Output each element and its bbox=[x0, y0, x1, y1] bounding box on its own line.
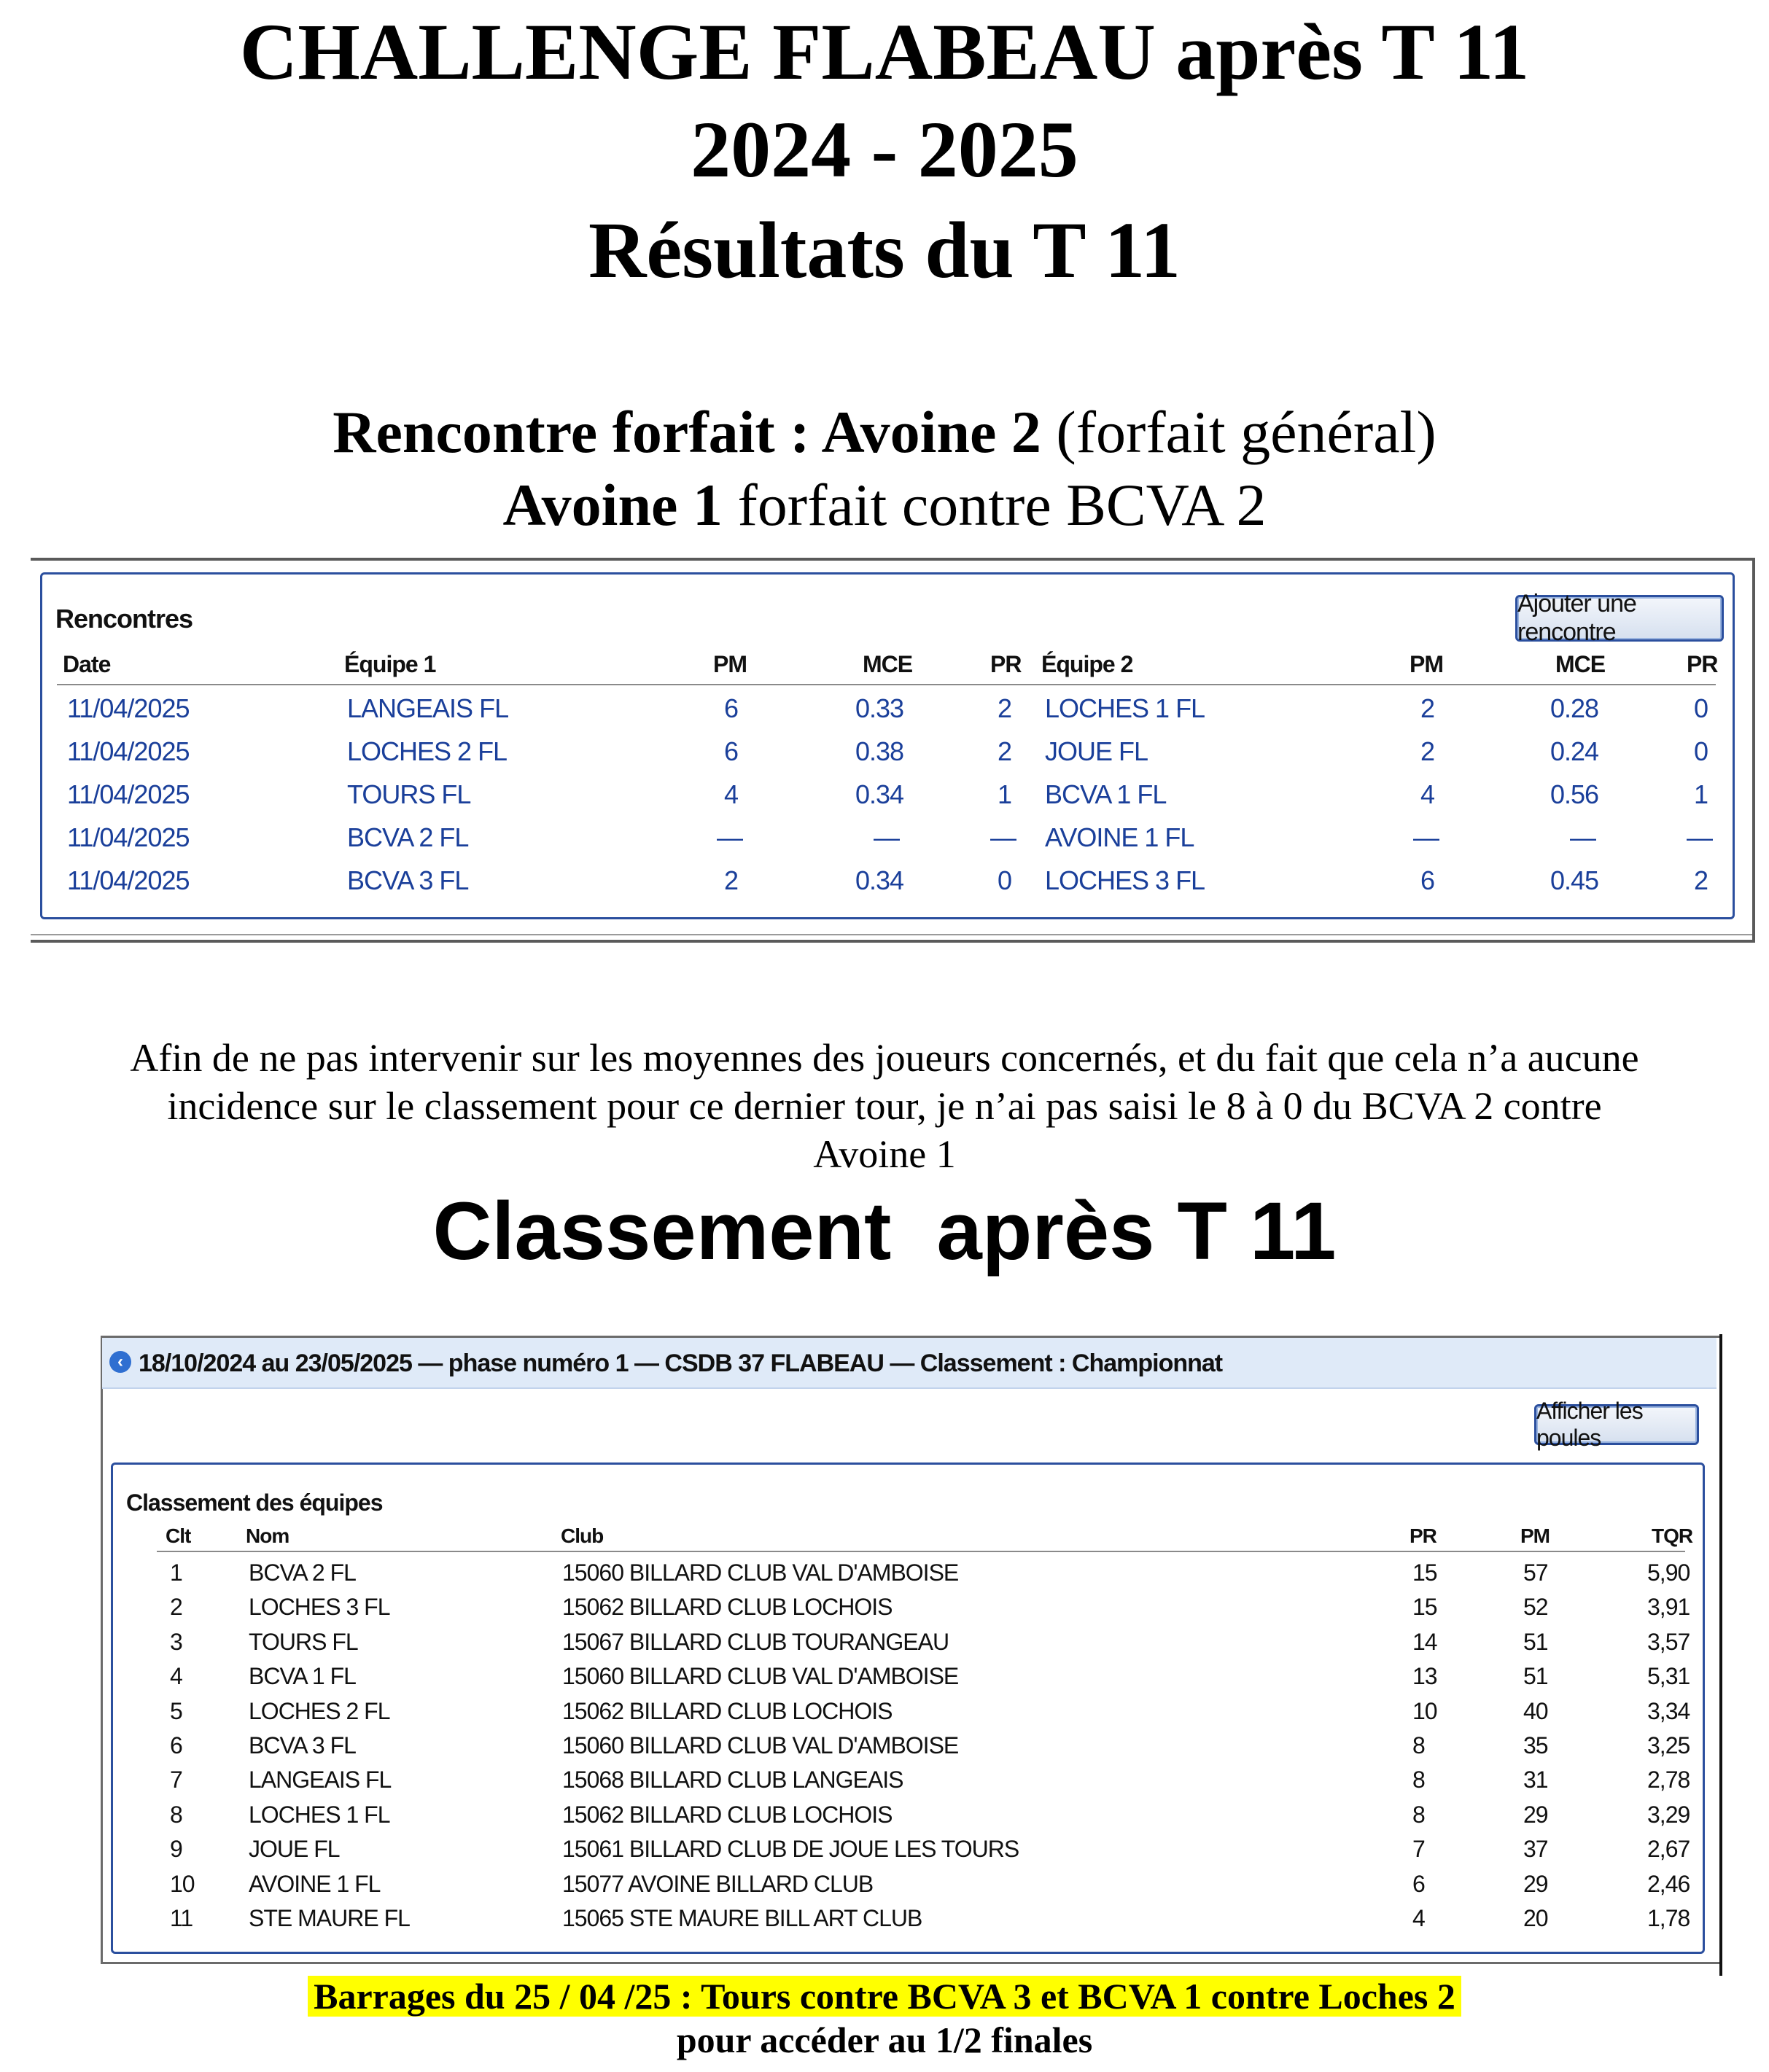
row-date[interactable]: 11/04/2025 bbox=[67, 693, 190, 723]
classement-header-divider bbox=[157, 1551, 1685, 1552]
row-equipe1[interactable]: LANGEAIS FL bbox=[347, 693, 509, 723]
barrage-line-1 bbox=[0, 1976, 1769, 2017]
row-tqr: 5,31 bbox=[1647, 1663, 1690, 1690]
row-mce1: 0.34 bbox=[855, 779, 904, 809]
row-club: 15062 BILLARD CLUB LOCHOIS bbox=[562, 1697, 893, 1724]
col-header-pr1: PR bbox=[990, 651, 1022, 677]
row-date[interactable]: 11/04/2025 bbox=[67, 865, 190, 895]
row-mce2: 0.24 bbox=[1550, 736, 1599, 766]
col-header-nom: Nom bbox=[246, 1524, 289, 1547]
col-header-equipe1: Équipe 1 bbox=[344, 651, 436, 677]
row-clt: 9 bbox=[170, 1836, 182, 1863]
col-header-club: Club bbox=[561, 1524, 604, 1547]
row-equipe2[interactable]: LOCHES 1 FL bbox=[1045, 693, 1205, 723]
row-equipe2[interactable]: BCVA 1 FL bbox=[1045, 779, 1167, 809]
col-header-tqr: TQR bbox=[1652, 1524, 1693, 1547]
row-pm: 51 bbox=[1523, 1663, 1548, 1690]
row-date[interactable]: 11/04/2025 bbox=[67, 779, 190, 809]
row-pm: 57 bbox=[1523, 1559, 1548, 1586]
classement-header-bar[interactable] bbox=[102, 1338, 1716, 1389]
row-pr1: 2 bbox=[998, 693, 1012, 723]
row-clt: 5 bbox=[170, 1697, 182, 1724]
row-mce2: 0.45 bbox=[1550, 865, 1599, 895]
barrage-line-2: pour accéder au 1/2 finales bbox=[676, 2020, 1093, 2060]
row-pm2: 2 bbox=[1420, 693, 1435, 723]
season-title: 2024 - 2025 bbox=[691, 105, 1078, 194]
row-clt: 7 bbox=[170, 1767, 182, 1793]
forfait-line-2 bbox=[0, 472, 1769, 538]
row-nom[interactable]: LOCHES 1 FL bbox=[249, 1801, 390, 1828]
row-pm1: 6 bbox=[724, 736, 739, 766]
row-pr: 7 bbox=[1412, 1836, 1425, 1863]
rencontres-title: Rencontres bbox=[55, 604, 193, 634]
row-tqr: 2,67 bbox=[1647, 1836, 1690, 1863]
row-mce2: 0.56 bbox=[1550, 779, 1599, 809]
row-equipe2[interactable]: LOCHES 3 FL bbox=[1045, 865, 1205, 895]
row-pr: 14 bbox=[1412, 1628, 1437, 1655]
col-header-clt: Clt bbox=[166, 1524, 191, 1547]
classement-panel bbox=[111, 1463, 1705, 1954]
row-nom[interactable]: JOUE FL bbox=[249, 1836, 340, 1863]
row-tqr: 3,34 bbox=[1647, 1697, 1690, 1724]
row-pm: 29 bbox=[1523, 1870, 1548, 1897]
row-pm: 51 bbox=[1523, 1628, 1548, 1655]
row-pm2: — bbox=[1413, 822, 1439, 852]
row-club: 15077 AVOINE BILLARD CLUB bbox=[562, 1870, 874, 1897]
row-pr: 15 bbox=[1412, 1559, 1437, 1586]
row-pm: 52 bbox=[1523, 1594, 1548, 1621]
row-pr: 8 bbox=[1412, 1767, 1425, 1793]
forfait-line-1-rest: (forfait général) bbox=[1041, 399, 1436, 465]
row-tqr: 2,46 bbox=[1647, 1870, 1690, 1897]
row-club: 15060 BILLARD CLUB VAL D'AMBOISE bbox=[562, 1663, 959, 1690]
row-tqr: 1,78 bbox=[1647, 1905, 1690, 1931]
row-clt: 11 bbox=[170, 1905, 193, 1931]
explanatory-note: Afin de ne pas intervenir sur les moyennes des joueurs concernés, et du fait que cela n’a aucune incidence sur le classement pour ce dernier tour, je n’ai pas saisi le 8 à 0 du BCVA 2 contre Avoine 1 bbox=[130, 1036, 1639, 1176]
row-equipe2[interactable]: JOUE FL bbox=[1045, 736, 1148, 766]
classement-header-text: 18/10/2024 au 23/05/2025 — phase numéro 1 — CSDB 37 FLABEAU — Classement : Championnat bbox=[139, 1349, 1223, 1377]
row-mce1: — bbox=[874, 822, 899, 852]
row-nom[interactable]: BCVA 2 FL bbox=[249, 1559, 356, 1586]
forfait-line-1 bbox=[0, 399, 1769, 465]
row-mce1: 0.38 bbox=[855, 736, 904, 766]
row-nom[interactable]: STE MAURE FL bbox=[249, 1905, 410, 1931]
classement-frame-edge bbox=[1719, 1334, 1722, 1976]
row-equipe1[interactable]: TOURS FL bbox=[347, 779, 471, 809]
row-pr: 10 bbox=[1412, 1697, 1437, 1724]
forfait-line-1-bold: Rencontre forfait : Avoine 2 bbox=[333, 399, 1041, 465]
row-club: 15065 STE MAURE BILL ART CLUB bbox=[562, 1905, 922, 1931]
classement-title: Classement après T 11 bbox=[432, 1185, 1337, 1277]
row-pr: 15 bbox=[1412, 1594, 1437, 1621]
row-pr2: 1 bbox=[1694, 779, 1708, 809]
row-nom[interactable]: LANGEAIS FL bbox=[249, 1767, 392, 1793]
row-clt: 3 bbox=[170, 1628, 182, 1655]
rencontres-header-divider bbox=[57, 684, 1716, 685]
row-clt: 4 bbox=[170, 1663, 182, 1690]
row-club: 15067 BILLARD CLUB TOURANGEAU bbox=[562, 1628, 949, 1655]
row-nom[interactable]: BCVA 1 FL bbox=[249, 1663, 356, 1690]
row-pr: 13 bbox=[1412, 1663, 1437, 1690]
row-nom[interactable]: TOURS FL bbox=[249, 1628, 358, 1655]
col-header-pm: PM bbox=[1520, 1524, 1550, 1547]
row-date[interactable]: 11/04/2025 bbox=[67, 736, 190, 766]
row-tqr: 3,57 bbox=[1647, 1628, 1690, 1655]
circle-arrow-left-icon[interactable]: ‹ bbox=[109, 1351, 131, 1373]
col-header-mce2: MCE bbox=[1555, 651, 1606, 677]
row-mce1: 0.33 bbox=[855, 693, 904, 723]
row-pm1: 2 bbox=[724, 865, 739, 895]
show-poules-button[interactable]: Afficher les poules bbox=[1534, 1404, 1699, 1445]
row-nom[interactable]: AVOINE 1 FL bbox=[249, 1870, 381, 1897]
row-pm: 40 bbox=[1523, 1697, 1548, 1724]
row-clt: 10 bbox=[170, 1870, 195, 1897]
row-tqr: 3,29 bbox=[1647, 1801, 1690, 1828]
row-nom[interactable]: LOCHES 3 FL bbox=[249, 1594, 390, 1621]
row-pr2: — bbox=[1687, 822, 1712, 852]
row-club: 15062 BILLARD CLUB LOCHOIS bbox=[562, 1801, 893, 1828]
row-pm: 37 bbox=[1523, 1836, 1548, 1863]
add-rencontre-button[interactable]: Ajouter une rencontre bbox=[1515, 595, 1724, 642]
row-equipe1[interactable]: LOCHES 2 FL bbox=[347, 736, 508, 766]
row-pm2: 6 bbox=[1420, 865, 1435, 895]
col-header-pm2: PM bbox=[1410, 651, 1443, 677]
row-pm: 35 bbox=[1523, 1732, 1548, 1759]
row-pm: 20 bbox=[1523, 1905, 1548, 1931]
row-equipe1[interactable]: BCVA 3 FL bbox=[347, 865, 469, 895]
row-pr: 6 bbox=[1412, 1870, 1425, 1897]
row-tqr: 3,25 bbox=[1647, 1732, 1690, 1759]
row-clt: 1 bbox=[170, 1559, 182, 1586]
row-equipe2[interactable]: AVOINE 1 FL bbox=[1045, 822, 1194, 852]
results-title: Résultats du T 11 bbox=[588, 206, 1181, 295]
row-tqr: 5,90 bbox=[1647, 1559, 1690, 1586]
forfait-line-2-rest: forfait contre BCVA 2 bbox=[722, 472, 1267, 538]
row-pr2: 0 bbox=[1694, 693, 1708, 723]
classement-equipes-title: Classement des équipes bbox=[126, 1489, 383, 1516]
main-title: CHALLENGE FLABEAU après T 11 bbox=[239, 7, 1530, 96]
row-club: 15060 BILLARD CLUB VAL D'AMBOISE bbox=[562, 1732, 959, 1759]
row-clt: 8 bbox=[170, 1801, 182, 1828]
row-clt: 6 bbox=[170, 1732, 182, 1759]
row-equipe1[interactable]: BCVA 2 FL bbox=[347, 822, 469, 852]
row-pm2: 4 bbox=[1420, 779, 1435, 809]
col-header-pr2: PR bbox=[1687, 651, 1718, 677]
row-club: 15062 BILLARD CLUB LOCHOIS bbox=[562, 1594, 893, 1621]
row-tqr: 2,78 bbox=[1647, 1767, 1690, 1793]
col-header-pm1: PM bbox=[713, 651, 747, 677]
row-mce1: 0.34 bbox=[855, 865, 904, 895]
col-header-mce1: MCE bbox=[863, 651, 913, 677]
row-pm: 31 bbox=[1523, 1767, 1548, 1793]
col-header-pr: PR bbox=[1410, 1524, 1436, 1547]
barrage-highlight: Barrages du 25 / 04 /25 : Tours contre BCVA 3 et BCVA 1 contre Loches 2 bbox=[308, 1976, 1461, 2017]
row-pm1: 6 bbox=[724, 693, 739, 723]
col-header-equipe2: Équipe 2 bbox=[1041, 651, 1133, 677]
row-pr1: 2 bbox=[998, 736, 1012, 766]
row-nom[interactable]: BCVA 3 FL bbox=[249, 1732, 356, 1759]
row-pr: 8 bbox=[1412, 1801, 1425, 1828]
forfait-line-2-bold: Avoine 1 bbox=[502, 472, 723, 538]
row-club: 15061 BILLARD CLUB DE JOUE LES TOURS bbox=[562, 1836, 1019, 1863]
row-pm1: — bbox=[717, 822, 742, 852]
row-clt: 2 bbox=[170, 1594, 182, 1621]
row-pr1: 0 bbox=[998, 865, 1012, 895]
row-pr2: 0 bbox=[1694, 736, 1708, 766]
row-pm2: 2 bbox=[1420, 736, 1435, 766]
row-club: 15068 BILLARD CLUB LANGEAIS bbox=[562, 1767, 903, 1793]
row-date[interactable]: 11/04/2025 bbox=[67, 822, 190, 852]
col-header-date: Date bbox=[63, 651, 111, 677]
row-pr: 8 bbox=[1412, 1732, 1425, 1759]
row-pm: 29 bbox=[1523, 1801, 1548, 1828]
row-tqr: 3,91 bbox=[1647, 1594, 1690, 1621]
row-pr: 4 bbox=[1412, 1905, 1425, 1931]
row-mce2: — bbox=[1570, 822, 1595, 852]
row-pr2: 2 bbox=[1694, 865, 1708, 895]
row-club: 15060 BILLARD CLUB VAL D'AMBOISE bbox=[562, 1559, 959, 1586]
row-pm1: 4 bbox=[724, 779, 739, 809]
row-nom[interactable]: LOCHES 2 FL bbox=[249, 1697, 390, 1724]
row-pr1: 1 bbox=[998, 779, 1012, 809]
row-pr1: — bbox=[990, 822, 1016, 852]
rencontres-panel bbox=[40, 572, 1735, 919]
row-mce2: 0.28 bbox=[1550, 693, 1599, 723]
